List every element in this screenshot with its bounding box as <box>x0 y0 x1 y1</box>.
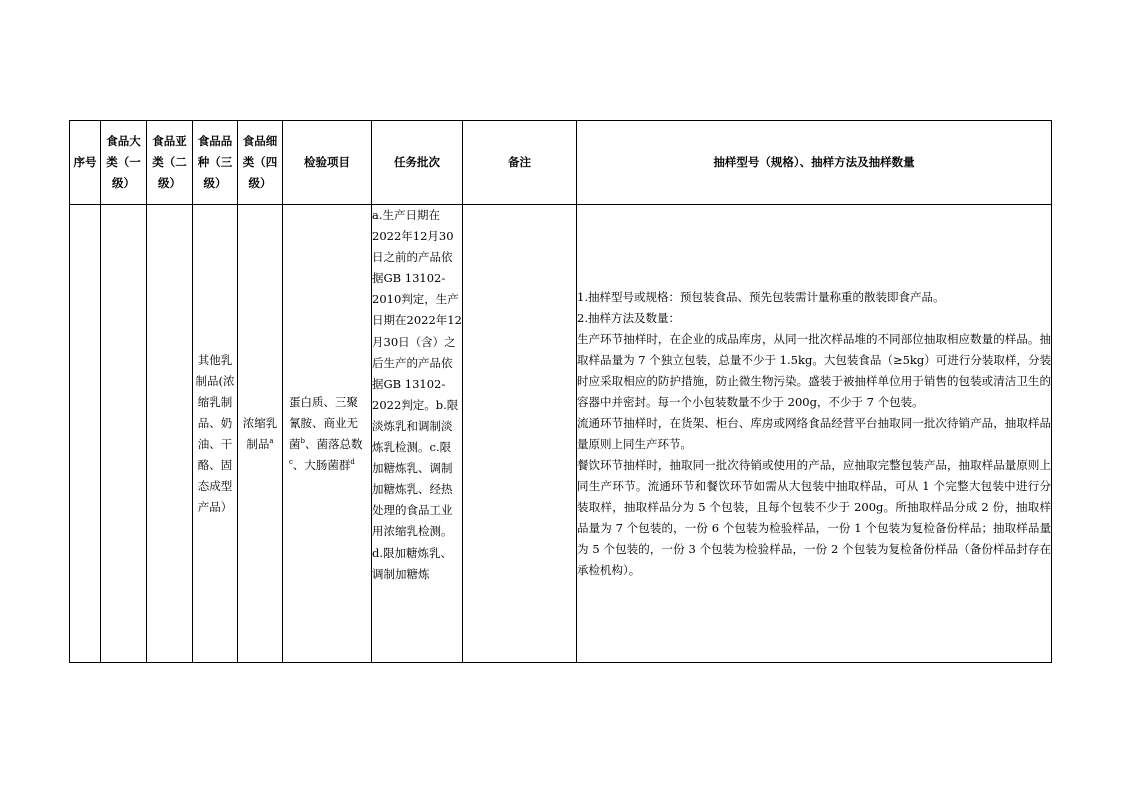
cell-category-level3: 其他乳制品(浓缩乳制品、奶油、干酪、固态成型产品） <box>193 205 238 663</box>
method-line: 2.抽样方法及数量： <box>577 310 680 325</box>
footnote-b-marker: b <box>300 436 305 445</box>
header-seq: 序号 <box>70 121 101 205</box>
header-row <box>70 121 1052 205</box>
header-task-batch: 任务批次 <box>372 121 463 205</box>
header-category-level1: 食品大类（一级） <box>101 121 147 205</box>
header-category-level3: 食品品种（三级） <box>193 121 238 205</box>
header-sampling-method: 抽样型号（规格）、抽样方法及抽样数量 <box>577 121 1052 205</box>
method-line: 餐饮环节抽样时，抽取同一批次待销或使用的产品，应抽取完整包装产品，抽取样品量原则上同生产环节。流通环节和餐饮环节如需从大包装中抽取样品，可从 1 个完整大包装中进行分装取样，抽取样品分为 5 个包装，且每个包装不少于 200g。所抽取样品分成 2 份，抽取样品量为 7 个包装的，一份 6 个包装为检验样品，一份 1 个包装为复检备份样品；抽取样品量为 5 个包装的，一份 3 个包装为检验样品，一份 2 个包装为复检备份样品（备份样品封存在承检机构）。 <box>577 457 1051 577</box>
method-line: 1.抽样型号或规格：预包装食品、预先包装需计量称重的散装即食产品。 <box>577 289 945 304</box>
cell-category-level2 <box>147 205 193 663</box>
cell-sampling-method <box>577 205 1052 663</box>
table-row <box>70 205 1052 663</box>
cell-seq <box>70 205 101 663</box>
items-text-2: 、菌落总数 <box>304 436 363 451</box>
method-line: 流通环节抽样时，在货架、柜台、库房或网络食品经营平台抽取同一批次待销产品，抽取样品量原则上同生产环节。 <box>577 415 1051 451</box>
cell-inspection-items <box>283 205 372 663</box>
sampling-spec-table <box>69 120 1052 663</box>
items-text-3: 、大肠菌群 <box>292 457 351 472</box>
header-category-level2: 食品亚类（二级） <box>147 121 193 205</box>
header-inspection-items: 检验项目 <box>283 121 372 205</box>
cell-remark <box>463 205 577 663</box>
footnote-c-marker: c <box>289 457 293 466</box>
cell-category-level1 <box>101 205 147 663</box>
header-category-level4: 食品细类（四级） <box>238 121 283 205</box>
cell-category-level4 <box>238 205 283 663</box>
header-remark: 备注 <box>463 121 577 205</box>
cell-task-batch: a.生产日期在2022年12月30日之前的产品依据GB 13102- 2010判定，生产日期在2022年12月30日（含）之后生产的产品依据GB 13102-2022判定。b.限淡炼乳和调制淡炼乳检测。c.限加糖炼乳、调制加糖炼乳、经热处理的食品工业用浓缩乳检测。d.限加糖炼乳、调制加糖炼 <box>372 205 463 663</box>
footnote-d-marker: d <box>350 457 355 466</box>
cell-category-level4-text: 浓缩乳制品 <box>242 415 278 451</box>
items-text-1: 蛋白质、三聚氰胺、商业无菌 <box>289 394 358 451</box>
method-line: 生产环节抽样时，在企业的成品库房，从同一批次样品堆的不同部位抽取相应数量的样品。抽取样品量为 7 个独立包装，总量不少于 1.5kg。大包装食品（≥5kg）可进行分装取样，分装时应采取相应的防护措施，防止微生物污染。盛装于被抽样单位用于销售的包装或清洁卫生的容器中并密封。每一个小包装数量不少于 200g，不少于 7 个包装。 <box>577 331 1051 409</box>
footnote-a-marker: a <box>269 436 274 445</box>
